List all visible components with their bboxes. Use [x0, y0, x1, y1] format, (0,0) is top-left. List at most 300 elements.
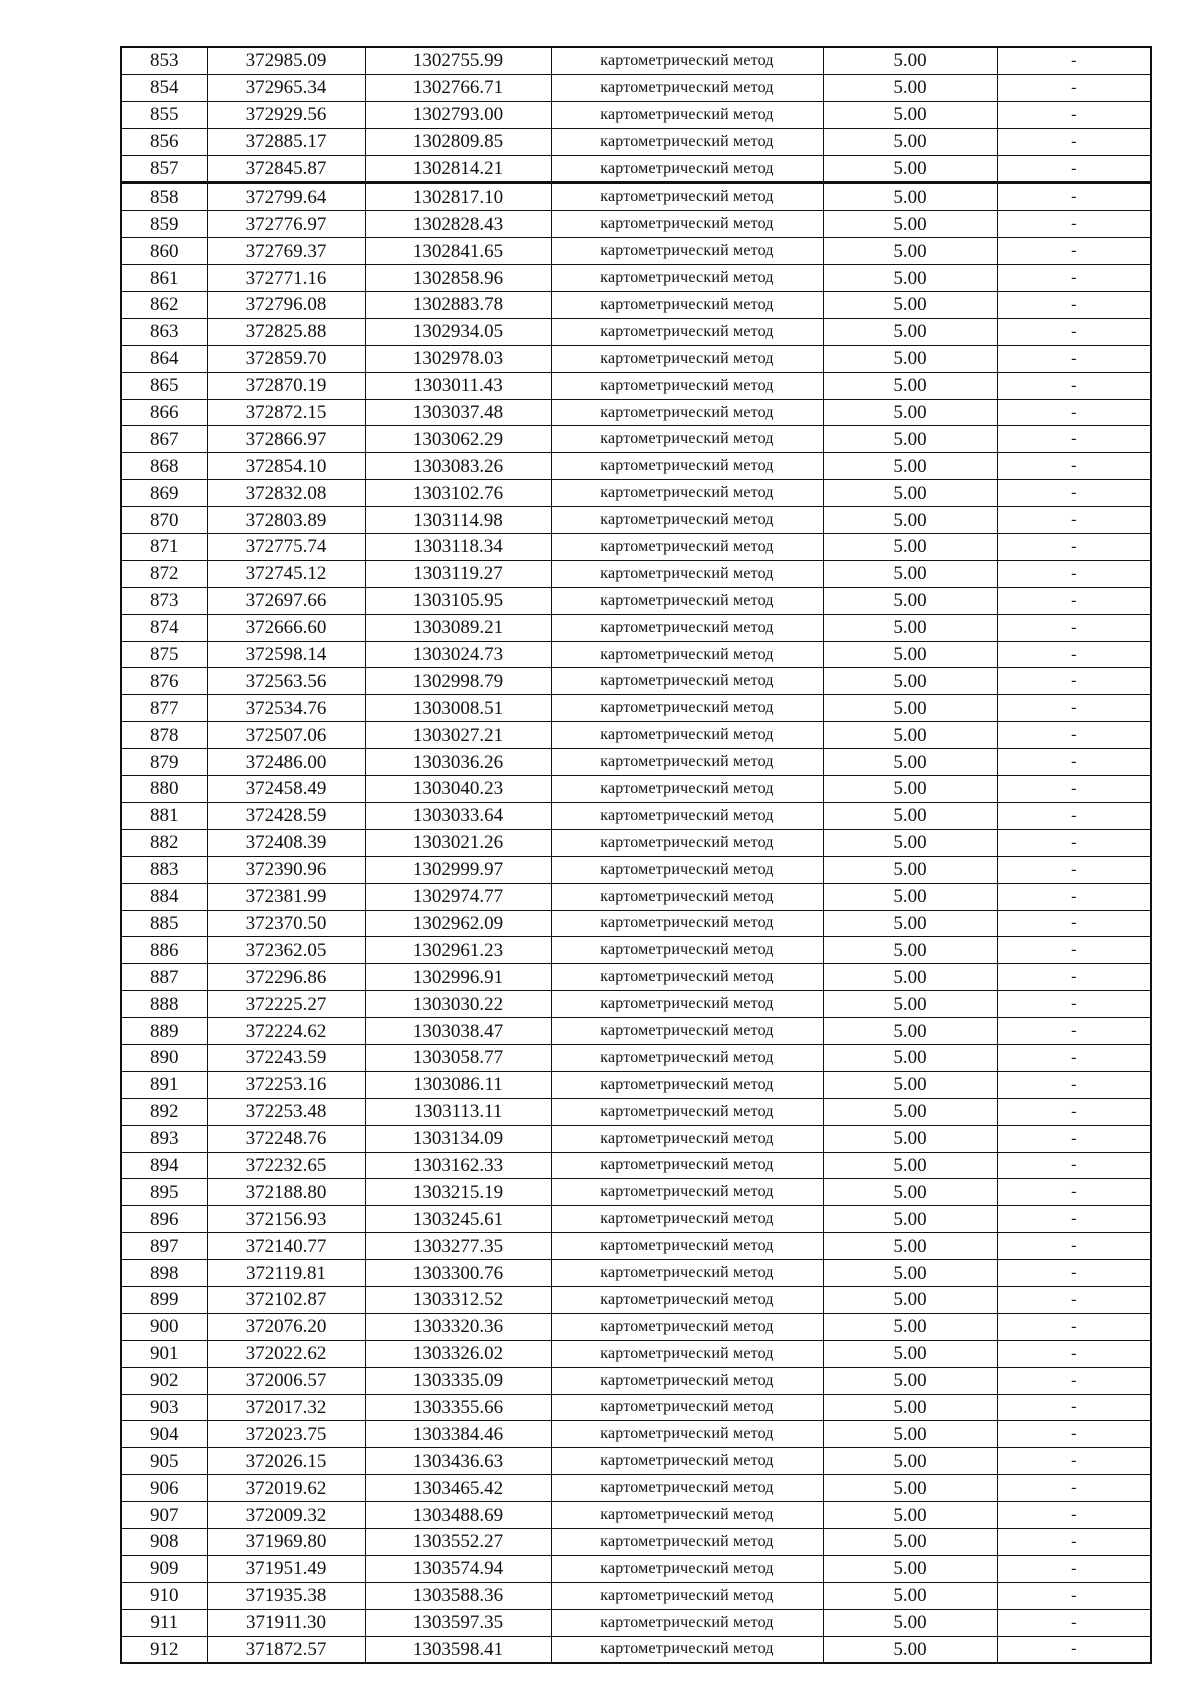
table-row: [121, 399, 1151, 426]
accuracy-cell: 5.00: [823, 101, 997, 128]
x-coordinate-cell: 372362.05: [207, 937, 365, 964]
method-cell: картометрический метод: [551, 238, 823, 265]
method-cell: картометрический метод: [551, 749, 823, 776]
x-coordinate-cell: 372866.97: [207, 426, 365, 453]
description-cell: -: [997, 211, 1151, 238]
point-number-cell: 892: [121, 1098, 207, 1125]
point-number-cell: 874: [121, 614, 207, 641]
coordinates-table-body: [121, 47, 1151, 1663]
description-cell: -: [997, 695, 1151, 722]
table-row: [121, 318, 1151, 345]
accuracy-cell: 5.00: [823, 856, 997, 883]
method-cell: картометрический метод: [551, 829, 823, 856]
x-coordinate-cell: 372253.48: [207, 1098, 365, 1125]
x-coordinate-cell: 372140.77: [207, 1233, 365, 1260]
accuracy-cell: 5.00: [823, 238, 997, 265]
point-number-cell: 858: [121, 183, 207, 211]
table-row: [121, 534, 1151, 561]
point-number-cell: 895: [121, 1179, 207, 1206]
x-coordinate-cell: 372232.65: [207, 1152, 365, 1179]
description-cell: -: [997, 1313, 1151, 1340]
accuracy-cell: 5.00: [823, 74, 997, 101]
accuracy-cell: 5.00: [823, 1528, 997, 1555]
x-coordinate-cell: 372859.70: [207, 345, 365, 372]
x-coordinate-cell: 372023.75: [207, 1421, 365, 1448]
method-cell: картометрический метод: [551, 964, 823, 991]
accuracy-cell: 5.00: [823, 426, 997, 453]
y-coordinate-cell: 1302809.85: [365, 128, 551, 155]
table-row: [121, 1448, 1151, 1475]
accuracy-cell: 5.00: [823, 1179, 997, 1206]
description-cell: -: [997, 991, 1151, 1018]
accuracy-cell: 5.00: [823, 964, 997, 991]
point-number-cell: 893: [121, 1125, 207, 1152]
accuracy-cell: 5.00: [823, 910, 997, 937]
accuracy-cell: 5.00: [823, 47, 997, 74]
y-coordinate-cell: 1303008.51: [365, 695, 551, 722]
point-number-cell: 860: [121, 238, 207, 265]
y-coordinate-cell: 1303384.46: [365, 1421, 551, 1448]
x-coordinate-cell: 372771.16: [207, 265, 365, 292]
x-coordinate-cell: 372390.96: [207, 856, 365, 883]
x-coordinate-cell: 372799.64: [207, 183, 365, 211]
point-number-cell: 902: [121, 1367, 207, 1394]
x-coordinate-cell: 372248.76: [207, 1125, 365, 1152]
description-cell: -: [997, 856, 1151, 883]
table-row: [121, 802, 1151, 829]
method-cell: картометрический метод: [551, 776, 823, 803]
document-page: [120, 46, 1150, 1664]
x-coordinate-cell: 372076.20: [207, 1313, 365, 1340]
method-cell: картометрический метод: [551, 641, 823, 668]
table-row: [121, 695, 1151, 722]
description-cell: -: [997, 1018, 1151, 1045]
table-row: [121, 1367, 1151, 1394]
point-number-cell: 899: [121, 1286, 207, 1313]
x-coordinate-cell: 372697.66: [207, 587, 365, 614]
method-cell: картометрический метод: [551, 101, 823, 128]
method-cell: картометрический метод: [551, 883, 823, 910]
y-coordinate-cell: 1302996.91: [365, 964, 551, 991]
table-row: [121, 345, 1151, 372]
y-coordinate-cell: 1303036.26: [365, 749, 551, 776]
point-number-cell: 888: [121, 991, 207, 1018]
y-coordinate-cell: 1303118.34: [365, 534, 551, 561]
y-coordinate-cell: 1303040.23: [365, 776, 551, 803]
x-coordinate-cell: 372745.12: [207, 560, 365, 587]
description-cell: -: [997, 453, 1151, 480]
accuracy-cell: 5.00: [823, 292, 997, 319]
x-coordinate-cell: 371951.49: [207, 1555, 365, 1582]
y-coordinate-cell: 1302766.71: [365, 74, 551, 101]
method-cell: картометрический метод: [551, 1448, 823, 1475]
y-coordinate-cell: 1303355.66: [365, 1394, 551, 1421]
point-number-cell: 903: [121, 1394, 207, 1421]
point-number-cell: 896: [121, 1206, 207, 1233]
y-coordinate-cell: 1303277.35: [365, 1233, 551, 1260]
accuracy-cell: 5.00: [823, 1260, 997, 1287]
method-cell: картометрический метод: [551, 534, 823, 561]
table-row: [121, 641, 1151, 668]
description-cell: -: [997, 1260, 1151, 1287]
description-cell: -: [997, 1206, 1151, 1233]
accuracy-cell: 5.00: [823, 1125, 997, 1152]
accuracy-cell: 5.00: [823, 1555, 997, 1582]
x-coordinate-cell: 372458.49: [207, 776, 365, 803]
accuracy-cell: 5.00: [823, 1152, 997, 1179]
x-coordinate-cell: 372534.76: [207, 695, 365, 722]
y-coordinate-cell: 1302999.97: [365, 856, 551, 883]
y-coordinate-cell: 1303300.76: [365, 1260, 551, 1287]
x-coordinate-cell: 372381.99: [207, 883, 365, 910]
x-coordinate-cell: 372428.59: [207, 802, 365, 829]
method-cell: картометрический метод: [551, 345, 823, 372]
accuracy-cell: 5.00: [823, 318, 997, 345]
x-coordinate-cell: 372224.62: [207, 1018, 365, 1045]
x-coordinate-cell: 372022.62: [207, 1340, 365, 1367]
description-cell: -: [997, 1340, 1151, 1367]
y-coordinate-cell: 1303024.73: [365, 641, 551, 668]
method-cell: картометрический метод: [551, 1528, 823, 1555]
method-cell: картометрический метод: [551, 1609, 823, 1636]
y-coordinate-cell: 1303058.77: [365, 1044, 551, 1071]
method-cell: картометрический метод: [551, 1098, 823, 1125]
method-cell: картометрический метод: [551, 1179, 823, 1206]
x-coordinate-cell: 372776.97: [207, 211, 365, 238]
y-coordinate-cell: 1303436.63: [365, 1448, 551, 1475]
point-number-cell: 883: [121, 856, 207, 883]
description-cell: -: [997, 155, 1151, 183]
x-coordinate-cell: 372156.93: [207, 1206, 365, 1233]
method-cell: картометрический метод: [551, 1152, 823, 1179]
accuracy-cell: 5.00: [823, 1044, 997, 1071]
accuracy-cell: 5.00: [823, 829, 997, 856]
y-coordinate-cell: 1303102.76: [365, 480, 551, 507]
y-coordinate-cell: 1302793.00: [365, 101, 551, 128]
point-number-cell: 906: [121, 1475, 207, 1502]
method-cell: картометрический метод: [551, 695, 823, 722]
point-number-cell: 878: [121, 722, 207, 749]
x-coordinate-cell: 372598.14: [207, 641, 365, 668]
accuracy-cell: 5.00: [823, 534, 997, 561]
description-cell: -: [997, 1125, 1151, 1152]
description-cell: -: [997, 1582, 1151, 1609]
y-coordinate-cell: 1303215.19: [365, 1179, 551, 1206]
description-cell: -: [997, 534, 1151, 561]
point-number-cell: 865: [121, 372, 207, 399]
method-cell: картометрический метод: [551, 426, 823, 453]
method-cell: картометрический метод: [551, 1018, 823, 1045]
x-coordinate-cell: 372188.80: [207, 1179, 365, 1206]
accuracy-cell: 5.00: [823, 1475, 997, 1502]
y-coordinate-cell: 1303162.33: [365, 1152, 551, 1179]
table-row: [121, 1636, 1151, 1663]
accuracy-cell: 5.00: [823, 399, 997, 426]
table-row: [121, 937, 1151, 964]
accuracy-cell: 5.00: [823, 1340, 997, 1367]
table-row: [121, 991, 1151, 1018]
method-cell: картометрический метод: [551, 265, 823, 292]
point-number-cell: 881: [121, 802, 207, 829]
y-coordinate-cell: 1302817.10: [365, 183, 551, 211]
x-coordinate-cell: 372486.00: [207, 749, 365, 776]
method-cell: картометрический метод: [551, 372, 823, 399]
x-coordinate-cell: 372825.88: [207, 318, 365, 345]
method-cell: картометрический метод: [551, 1394, 823, 1421]
accuracy-cell: 5.00: [823, 183, 997, 211]
y-coordinate-cell: 1303114.98: [365, 507, 551, 534]
point-number-cell: 907: [121, 1502, 207, 1529]
point-number-cell: 886: [121, 937, 207, 964]
description-cell: -: [997, 883, 1151, 910]
point-number-cell: 905: [121, 1448, 207, 1475]
method-cell: картометрический метод: [551, 1313, 823, 1340]
description-cell: -: [997, 1421, 1151, 1448]
table-row: [121, 74, 1151, 101]
x-coordinate-cell: 372225.27: [207, 991, 365, 1018]
x-coordinate-cell: 372985.09: [207, 47, 365, 74]
point-number-cell: 880: [121, 776, 207, 803]
method-cell: картометрический метод: [551, 991, 823, 1018]
y-coordinate-cell: 1303552.27: [365, 1528, 551, 1555]
method-cell: картометрический метод: [551, 1502, 823, 1529]
point-number-cell: 854: [121, 74, 207, 101]
method-cell: картометрический метод: [551, 453, 823, 480]
x-coordinate-cell: 372026.15: [207, 1448, 365, 1475]
point-number-cell: 863: [121, 318, 207, 345]
description-cell: -: [997, 426, 1151, 453]
description-cell: -: [997, 749, 1151, 776]
accuracy-cell: 5.00: [823, 695, 997, 722]
accuracy-cell: 5.00: [823, 453, 997, 480]
point-number-cell: 910: [121, 1582, 207, 1609]
x-coordinate-cell: 372243.59: [207, 1044, 365, 1071]
y-coordinate-cell: 1303030.22: [365, 991, 551, 1018]
x-coordinate-cell: 372408.39: [207, 829, 365, 856]
description-cell: -: [997, 1071, 1151, 1098]
y-coordinate-cell: 1303465.42: [365, 1475, 551, 1502]
y-coordinate-cell: 1302934.05: [365, 318, 551, 345]
point-number-cell: 864: [121, 345, 207, 372]
table-row: [121, 1018, 1151, 1045]
table-row: [121, 1394, 1151, 1421]
point-number-cell: 877: [121, 695, 207, 722]
description-cell: -: [997, 1636, 1151, 1663]
description-cell: -: [997, 47, 1151, 74]
point-number-cell: 885: [121, 910, 207, 937]
y-coordinate-cell: 1303113.11: [365, 1098, 551, 1125]
description-cell: -: [997, 480, 1151, 507]
method-cell: картометрический метод: [551, 856, 823, 883]
table-row: [121, 829, 1151, 856]
point-number-cell: 879: [121, 749, 207, 776]
accuracy-cell: 5.00: [823, 1636, 997, 1663]
method-cell: картометрический метод: [551, 128, 823, 155]
point-number-cell: 861: [121, 265, 207, 292]
table-row: [121, 560, 1151, 587]
method-cell: картометрический метод: [551, 614, 823, 641]
point-number-cell: 882: [121, 829, 207, 856]
point-number-cell: 904: [121, 1421, 207, 1448]
description-cell: -: [997, 1367, 1151, 1394]
x-coordinate-cell: 372965.34: [207, 74, 365, 101]
x-coordinate-cell: 372929.56: [207, 101, 365, 128]
accuracy-cell: 5.00: [823, 776, 997, 803]
accuracy-cell: 5.00: [823, 587, 997, 614]
table-row: [121, 964, 1151, 991]
accuracy-cell: 5.00: [823, 937, 997, 964]
table-row: [121, 1609, 1151, 1636]
x-coordinate-cell: 372769.37: [207, 238, 365, 265]
table-row: [121, 265, 1151, 292]
description-cell: -: [997, 1528, 1151, 1555]
y-coordinate-cell: 1303037.48: [365, 399, 551, 426]
accuracy-cell: 5.00: [823, 991, 997, 1018]
method-cell: картометрический метод: [551, 1071, 823, 1098]
y-coordinate-cell: 1303119.27: [365, 560, 551, 587]
table-row: [121, 1313, 1151, 1340]
y-coordinate-cell: 1303027.21: [365, 722, 551, 749]
point-number-cell: 908: [121, 1528, 207, 1555]
method-cell: картометрический метод: [551, 668, 823, 695]
table-row: [121, 292, 1151, 319]
description-cell: -: [997, 399, 1151, 426]
x-coordinate-cell: 371969.80: [207, 1528, 365, 1555]
description-cell: -: [997, 1286, 1151, 1313]
table-row: [121, 587, 1151, 614]
point-number-cell: 891: [121, 1071, 207, 1098]
description-cell: -: [997, 829, 1151, 856]
method-cell: картометрический метод: [551, 1044, 823, 1071]
table-row: [121, 614, 1151, 641]
method-cell: картометрический метод: [551, 1636, 823, 1663]
x-coordinate-cell: 372845.87: [207, 155, 365, 183]
description-cell: -: [997, 345, 1151, 372]
x-coordinate-cell: 372006.57: [207, 1367, 365, 1394]
description-cell: -: [997, 183, 1151, 211]
table-row: [121, 211, 1151, 238]
method-cell: картометрический метод: [551, 1260, 823, 1287]
description-cell: -: [997, 1609, 1151, 1636]
description-cell: -: [997, 1098, 1151, 1125]
y-coordinate-cell: 1303083.26: [365, 453, 551, 480]
description-cell: -: [997, 507, 1151, 534]
table-row: [121, 1528, 1151, 1555]
table-row: [121, 776, 1151, 803]
y-coordinate-cell: 1302961.23: [365, 937, 551, 964]
description-cell: -: [997, 668, 1151, 695]
accuracy-cell: 5.00: [823, 480, 997, 507]
x-coordinate-cell: 372119.81: [207, 1260, 365, 1287]
y-coordinate-cell: 1303488.69: [365, 1502, 551, 1529]
description-cell: -: [997, 74, 1151, 101]
table-row: [121, 1179, 1151, 1206]
accuracy-cell: 5.00: [823, 722, 997, 749]
method-cell: картометрический метод: [551, 1421, 823, 1448]
y-coordinate-cell: 1303062.29: [365, 426, 551, 453]
table-row: [121, 426, 1151, 453]
point-number-cell: 894: [121, 1152, 207, 1179]
table-row: [121, 1340, 1151, 1367]
method-cell: картометрический метод: [551, 318, 823, 345]
accuracy-cell: 5.00: [823, 128, 997, 155]
description-cell: -: [997, 1233, 1151, 1260]
description-cell: -: [997, 238, 1151, 265]
method-cell: картометрический метод: [551, 74, 823, 101]
point-number-cell: 868: [121, 453, 207, 480]
point-number-cell: 889: [121, 1018, 207, 1045]
description-cell: -: [997, 910, 1151, 937]
accuracy-cell: 5.00: [823, 1367, 997, 1394]
accuracy-cell: 5.00: [823, 802, 997, 829]
accuracy-cell: 5.00: [823, 1233, 997, 1260]
y-coordinate-cell: 1303335.09: [365, 1367, 551, 1394]
method-cell: картометрический метод: [551, 937, 823, 964]
y-coordinate-cell: 1303326.02: [365, 1340, 551, 1367]
method-cell: картометрический метод: [551, 910, 823, 937]
y-coordinate-cell: 1302883.78: [365, 292, 551, 319]
accuracy-cell: 5.00: [823, 345, 997, 372]
description-cell: -: [997, 614, 1151, 641]
y-coordinate-cell: 1302974.77: [365, 883, 551, 910]
description-cell: -: [997, 1044, 1151, 1071]
method-cell: картометрический метод: [551, 1286, 823, 1313]
y-coordinate-cell: 1302978.03: [365, 345, 551, 372]
x-coordinate-cell: 372019.62: [207, 1475, 365, 1502]
description-cell: -: [997, 722, 1151, 749]
table-row: [121, 668, 1151, 695]
table-row: [121, 1286, 1151, 1313]
point-number-cell: 855: [121, 101, 207, 128]
method-cell: картометрический метод: [551, 722, 823, 749]
y-coordinate-cell: 1303021.26: [365, 829, 551, 856]
table-row: [121, 1233, 1151, 1260]
point-number-cell: 890: [121, 1044, 207, 1071]
point-number-cell: 866: [121, 399, 207, 426]
table-row: [121, 1098, 1151, 1125]
description-cell: -: [997, 641, 1151, 668]
x-coordinate-cell: 372796.08: [207, 292, 365, 319]
accuracy-cell: 5.00: [823, 265, 997, 292]
table-row: [121, 1044, 1151, 1071]
y-coordinate-cell: 1303574.94: [365, 1555, 551, 1582]
description-cell: -: [997, 802, 1151, 829]
accuracy-cell: 5.00: [823, 1502, 997, 1529]
point-number-cell: 862: [121, 292, 207, 319]
x-coordinate-cell: 371911.30: [207, 1609, 365, 1636]
method-cell: картометрический метод: [551, 155, 823, 183]
description-cell: -: [997, 560, 1151, 587]
table-row: [121, 480, 1151, 507]
x-coordinate-cell: 372872.15: [207, 399, 365, 426]
x-coordinate-cell: 372017.32: [207, 1394, 365, 1421]
description-cell: -: [997, 292, 1151, 319]
x-coordinate-cell: 372854.10: [207, 453, 365, 480]
accuracy-cell: 5.00: [823, 1071, 997, 1098]
method-cell: картометрический метод: [551, 183, 823, 211]
accuracy-cell: 5.00: [823, 668, 997, 695]
point-number-cell: 884: [121, 883, 207, 910]
point-number-cell: 909: [121, 1555, 207, 1582]
table-row: [121, 883, 1151, 910]
method-cell: картометрический метод: [551, 1475, 823, 1502]
description-cell: -: [997, 587, 1151, 614]
accuracy-cell: 5.00: [823, 1582, 997, 1609]
x-coordinate-cell: 372370.50: [207, 910, 365, 937]
y-coordinate-cell: 1303245.61: [365, 1206, 551, 1233]
table-row: [121, 1071, 1151, 1098]
point-number-cell: 872: [121, 560, 207, 587]
